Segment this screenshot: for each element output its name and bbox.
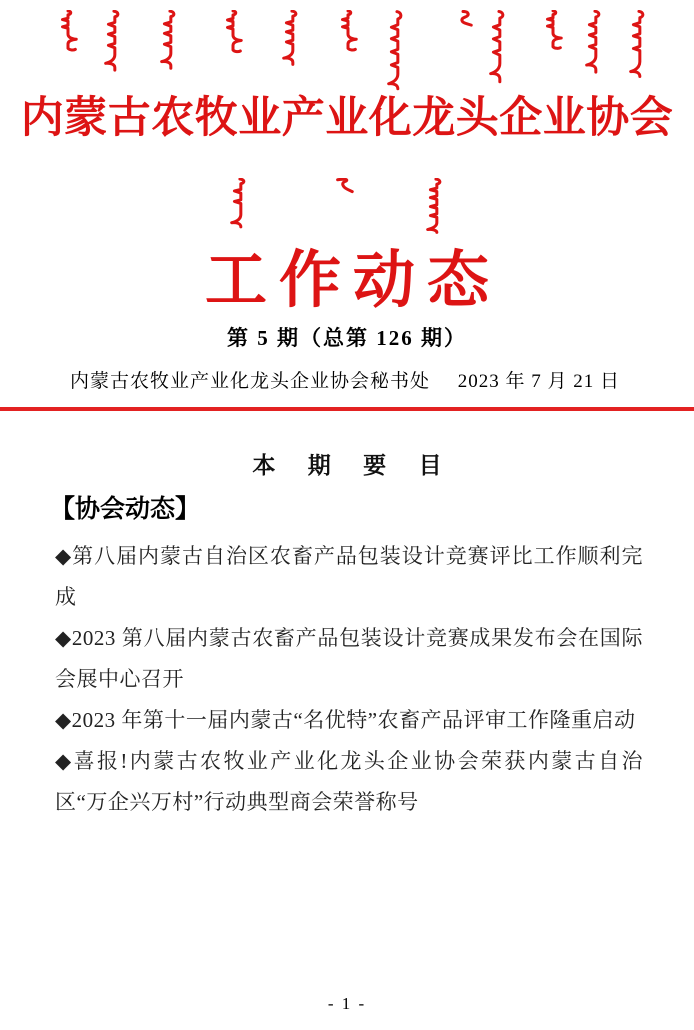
mongolian-script-word-icon — [627, 10, 649, 80]
publisher-row — [70, 366, 620, 393]
toc-heading: 本 期 要 目 — [252, 452, 455, 478]
toc-item: ◆2023 年第十一届内蒙古“名优特”农畜产品评审工作隆重启动 — [55, 708, 636, 732]
mongolian-script-word-icon — [333, 178, 355, 200]
publisher-name: 内蒙古农牧业产业化龙头企业协会秘书处 — [70, 371, 431, 392]
toc-item: ◆喜报!内蒙古农牧业产业化龙头企业协会荣获内蒙古自治区“万企兴万村”行动典型商会荣誉称号 — [55, 749, 643, 814]
mongolian-script-word-icon — [57, 10, 79, 58]
mongolian-script-word-icon — [102, 10, 124, 72]
publish-date: 2023 年 7 月 21 日 — [457, 371, 620, 392]
mongolian-script-word-icon — [583, 10, 605, 74]
mongolian-script-word-icon — [280, 10, 302, 66]
divider-rule — [0, 407, 694, 411]
mongolian-script-word-icon — [385, 10, 407, 92]
mongolian-script-word-icon — [228, 178, 250, 230]
section-title: 【协会动态】 — [50, 495, 201, 523]
mongolian-script-word-icon — [542, 10, 564, 56]
toc-list — [55, 536, 643, 823]
mongolian-script-word-icon — [337, 10, 359, 58]
bulletin-title: 工作动态 — [204, 247, 501, 315]
toc-item: ◆第八届内蒙古自治区农畜产品包装设计竞赛评比工作顺利完成 — [55, 544, 643, 609]
mongolian-script-word-icon — [452, 10, 474, 46]
toc-item: ◆2023 第八届内蒙古农畜产品包装设计竞赛成果发布会在国际会展中心召开 — [55, 626, 643, 691]
mongolian-script-word-icon — [424, 178, 446, 234]
mongolian-script-banner-subtitle — [0, 178, 694, 238]
mongolian-script-word-icon — [487, 10, 509, 84]
issue-number: 第 5 期（总第 126 期） — [227, 326, 467, 350]
page-number: - 1 - — [327, 994, 367, 1013]
org-title: 内蒙古农牧业产业化龙头企业协会 — [20, 95, 674, 142]
mongolian-script-word-icon — [158, 10, 180, 70]
mongolian-script-word-icon — [222, 10, 244, 60]
